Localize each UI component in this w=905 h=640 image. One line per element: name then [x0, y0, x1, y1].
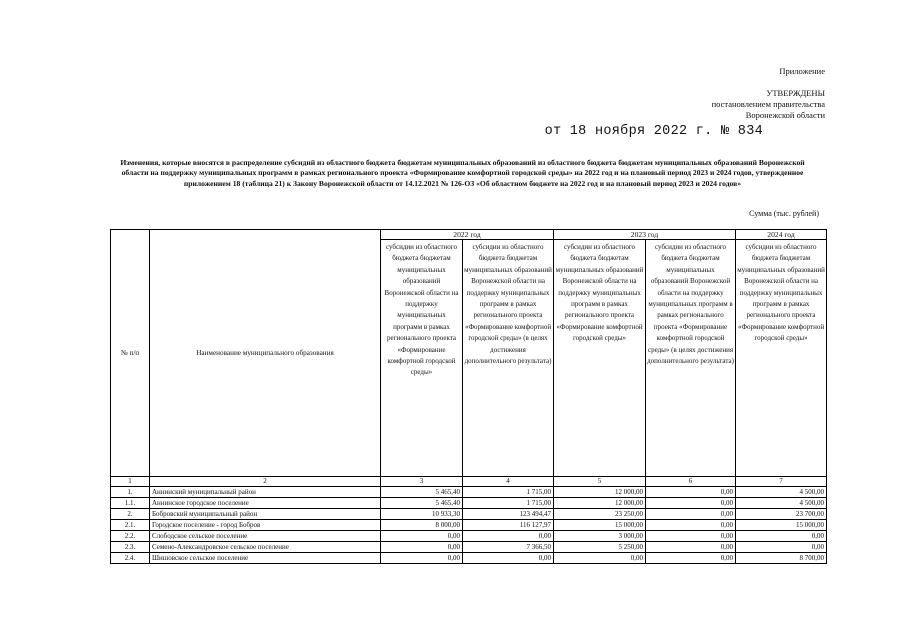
- decree-line-1: постановлением правительства: [711, 99, 825, 109]
- row-value-2024-main: 4 500,00: [736, 487, 827, 498]
- table-row: [111, 520, 827, 531]
- row-value-2023-additional: 0,00: [646, 553, 736, 564]
- row-value-2023-main: 15 000,00: [554, 520, 646, 531]
- row-value-2022-additional: 1 715,00: [463, 487, 554, 498]
- sum-units-note: Сумма (тыс. рублей): [749, 209, 819, 218]
- row-value-2022-additional: 116 127,97: [463, 520, 554, 531]
- row-value-2022-main: 10 933,30: [381, 509, 463, 520]
- table-header-years-row: [111, 230, 827, 240]
- table-row: [111, 509, 827, 520]
- row-value-2023-main: 5 250,00: [554, 542, 646, 553]
- col-number-cell: 5: [554, 477, 646, 487]
- row-index-cell: 2.1.: [111, 520, 150, 531]
- col-number-cell: 3: [381, 477, 463, 487]
- row-value-2023-additional: 0,00: [646, 498, 736, 509]
- col-desc-7: субсидии из областного бюджета бюджетам муниципальных образований Воронежской области на поддержку муниципальных программ в рамках регионального проекта «Формирование комфортной городской среды»: [736, 240, 827, 477]
- row-value-2024-main: 0,00: [736, 542, 827, 553]
- row-value-2024-main: 4 500,00: [736, 498, 827, 509]
- column-numbers-row: [111, 477, 827, 487]
- row-name-cell: Семено-Александровское сельское поселение: [150, 542, 381, 553]
- row-value-2022-additional: 7 366,50: [463, 542, 554, 553]
- table-row: [111, 553, 827, 564]
- row-name-cell: Городское поселение - город Бобров: [150, 520, 381, 531]
- col-number-cell: 4: [463, 477, 554, 487]
- table-row: [111, 531, 827, 542]
- row-index-cell: 2.: [111, 509, 150, 520]
- row-index-cell: 1.1.: [111, 498, 150, 509]
- row-value-2024-main: 23 700,00: [736, 509, 827, 520]
- row-value-2023-additional: 0,00: [646, 487, 736, 498]
- row-value-2022-main: 0,00: [381, 542, 463, 553]
- col-number-cell: 7: [736, 477, 827, 487]
- col-header-number: № п/п: [111, 230, 150, 477]
- table-body: [111, 487, 827, 564]
- decree-line-2: Воронежской области: [745, 110, 825, 120]
- row-value-2024-main: 15 000,00: [736, 520, 827, 531]
- col-header-year-2023: 2023 год: [554, 230, 736, 240]
- row-value-2023-additional: 0,00: [646, 542, 736, 553]
- row-name-cell: Слободское сельское поселение: [150, 531, 381, 542]
- row-value-2023-main: 0,00: [554, 553, 646, 564]
- table-row: [111, 487, 827, 498]
- table-row: [111, 498, 827, 509]
- row-value-2023-additional: 0,00: [646, 509, 736, 520]
- row-value-2022-main: 5 465,40: [381, 498, 463, 509]
- col-header-name: Наименование муниципального образования: [150, 230, 381, 477]
- row-name-cell: Бобровский муниципальный район: [150, 509, 381, 520]
- col-header-year-2022: 2022 год: [381, 230, 554, 240]
- col-number-cell: 6: [646, 477, 736, 487]
- col-number-cell: 1: [111, 477, 150, 487]
- subsidy-table: [110, 229, 827, 564]
- row-value-2023-additional: 0,00: [646, 520, 736, 531]
- row-value-2023-additional: 0,00: [646, 531, 736, 542]
- col-desc-3: субсидии из областного бюджета бюджетам муниципальных образований Воронежской области на поддержку муниципальных программ в рамках регионального проекта «Формирование комфортной городской среды»: [381, 240, 463, 477]
- row-index-cell: 2.2.: [111, 531, 150, 542]
- row-value-2022-additional: 0,00: [463, 531, 554, 542]
- row-value-2022-main: 8 000,00: [381, 520, 463, 531]
- table-row: [111, 542, 827, 553]
- appendix-label: Приложение: [779, 66, 825, 76]
- document-title: Изменения, которые вносятся в распределение субсидий из областного бюджета бюджетам муниципальных образований из областного бюджета бюджетам муниципальных образований Воронежской области на поддержку муниципальных программ в рамках регионального проекта «Формирование комфортной городской среды» на 2022 год и на плановый период 2023 и 2024 годов, утвержденное приложением 18 (таблица 21) к Закону Воронежской области от 14.12.2021 № 126-ОЗ «Об областном бюджете на 2022 год и на плановый период 2023 и 2024 годов»: [120, 158, 805, 188]
- row-value-2023-main: 12 000,00: [554, 498, 646, 509]
- row-value-2022-main: 0,00: [381, 553, 463, 564]
- row-name-cell: Шишовское сельское поселение: [150, 553, 381, 564]
- approved-label: УТВЕРЖДЕНЫ: [766, 88, 825, 98]
- decree-date-line: от 18 ноября 2022 г. № 834: [544, 124, 763, 139]
- col-number-cell: 2: [150, 477, 381, 487]
- row-value-2022-additional: 123 494,47: [463, 509, 554, 520]
- row-index-cell: 2.4.: [111, 553, 150, 564]
- row-value-2024-main: 0,00: [736, 531, 827, 542]
- row-name-cell: Аннинский муниципальный район: [150, 487, 381, 498]
- row-name-cell: Аннинское городское поселение: [150, 498, 381, 509]
- col-desc-4: субсидии из областного бюджета бюджетам муниципальных образований Воронежской области на поддержку муниципальных программ в рамках регионального проекта «Формирование комфортной городской среды» (в целях достижения дополнительного результата): [463, 240, 554, 477]
- row-value-2023-main: 23 250,00: [554, 509, 646, 520]
- row-value-2022-main: 5 465,40: [381, 487, 463, 498]
- row-value-2024-main: 8 700,00: [736, 553, 827, 564]
- col-header-year-2024: 2024 год: [736, 230, 827, 240]
- row-value-2022-additional: 0,00: [463, 553, 554, 564]
- row-value-2022-main: 0,00: [381, 531, 463, 542]
- col-desc-5: субсидии из областного бюджета бюджетам муниципальных образований Воронежской области на поддержку муниципальных программ в рамках регионального проекта «Формирование комфортной городской среды»: [554, 240, 646, 477]
- col-desc-6: субсидии из областного бюджета бюджетам муниципальных образований Воронежской области на поддержку муниципальных программ в рамках регионального проекта «Формирование комфортной городской среды» (в целях достижения дополнительного результата): [646, 240, 736, 477]
- row-value-2022-additional: 1 715,00: [463, 498, 554, 509]
- row-value-2023-main: 12 000,00: [554, 487, 646, 498]
- row-value-2023-main: 3 000,00: [554, 531, 646, 542]
- row-index-cell: 2.3.: [111, 542, 150, 553]
- row-index-cell: 1.: [111, 487, 150, 498]
